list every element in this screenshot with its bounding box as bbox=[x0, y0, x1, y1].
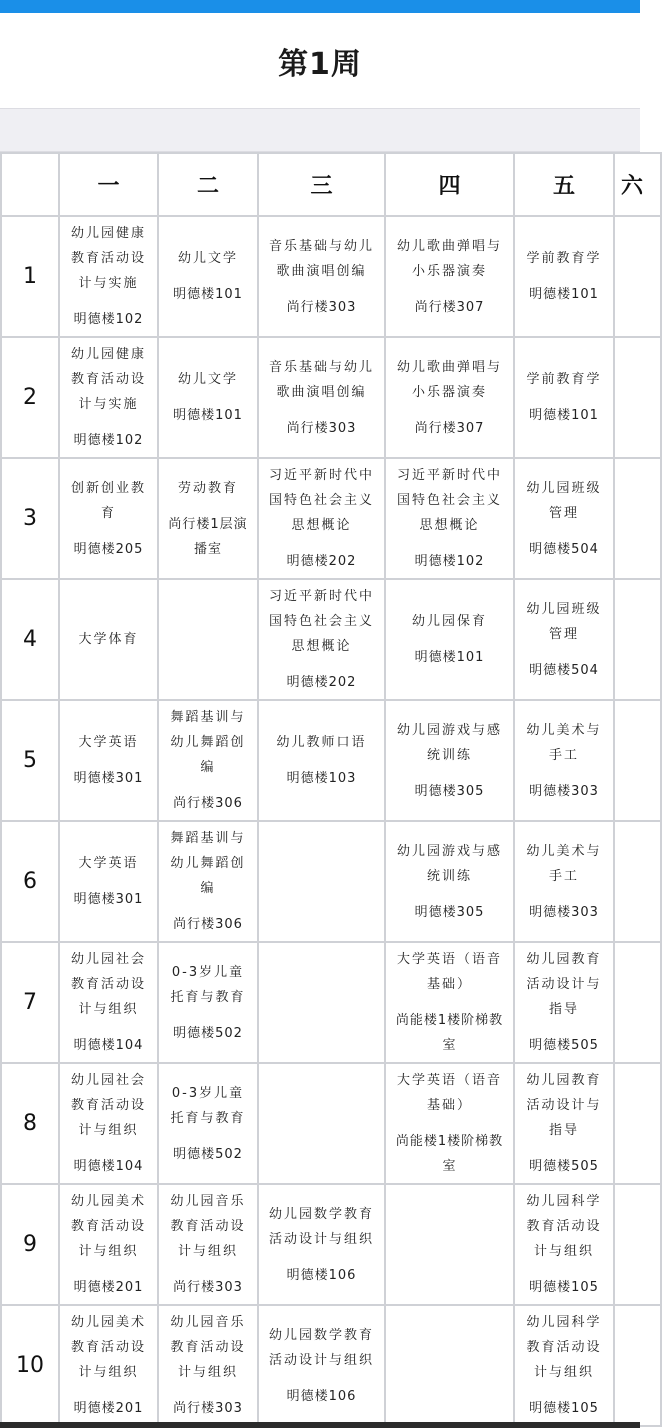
course-cell[interactable] bbox=[158, 700, 258, 821]
course-cell-content bbox=[386, 1185, 513, 1304]
course-name: 大学体育 bbox=[78, 632, 139, 647]
day-header: 五 bbox=[514, 153, 614, 216]
course-name: 0-3岁儿童托育与教育 bbox=[170, 1085, 246, 1126]
course-cell[interactable] bbox=[258, 700, 385, 821]
course-cell-content bbox=[159, 217, 257, 336]
course-name: 幼儿园美术教育活动设计与组织 bbox=[70, 1194, 146, 1259]
course-room: 明德楼305 bbox=[414, 783, 485, 799]
course-cell[interactable] bbox=[614, 821, 661, 942]
course-room: 明德楼106 bbox=[286, 1388, 357, 1404]
course-cell-content bbox=[386, 459, 513, 578]
course-cell-content bbox=[60, 459, 157, 578]
course-cell[interactable] bbox=[258, 216, 385, 337]
course-room: 明德楼105 bbox=[529, 1280, 599, 1295]
course-cell-content bbox=[159, 338, 257, 457]
course-cell-content bbox=[60, 1306, 157, 1425]
course-room: 尚能楼1楼阶梯教室 bbox=[395, 1134, 504, 1174]
course-name: 幼儿园数学教育活动设计与组织 bbox=[268, 1206, 374, 1247]
course-cell[interactable] bbox=[514, 1184, 614, 1305]
course-cell-content bbox=[60, 701, 157, 820]
top-status-bar bbox=[0, 0, 640, 13]
course-cell-content bbox=[386, 943, 513, 1062]
course-cell-content bbox=[386, 580, 513, 699]
course-name: 舞蹈基训与幼儿舞蹈创编 bbox=[170, 831, 246, 896]
course-cell-content bbox=[60, 822, 157, 941]
course-room: 明德楼301 bbox=[73, 892, 144, 907]
course-room: 尚行楼303 bbox=[286, 420, 357, 436]
course-room: 明德楼101 bbox=[173, 408, 243, 423]
timetable bbox=[0, 152, 662, 1427]
course-name: 劳动教育 bbox=[177, 480, 238, 496]
course-room: 明德楼305 bbox=[414, 904, 485, 920]
day-header-row bbox=[1, 153, 661, 216]
course-room: 明德楼301 bbox=[73, 771, 144, 786]
course-cell[interactable] bbox=[514, 216, 614, 337]
course-cell-content bbox=[386, 338, 513, 457]
course-room: 明德楼101 bbox=[414, 650, 485, 665]
course-room: 尚行楼306 bbox=[173, 796, 243, 811]
course-name: 0-3岁儿童托育与教育 bbox=[170, 964, 246, 1005]
period-row bbox=[1, 700, 661, 821]
course-cell-content bbox=[615, 943, 660, 1062]
course-cell-content bbox=[259, 1064, 384, 1183]
course-cell-content bbox=[159, 1306, 257, 1425]
course-cell-content bbox=[60, 580, 157, 699]
course-name: 幼儿园音乐教育活动设计与组织 bbox=[170, 1194, 246, 1259]
course-cell-content bbox=[515, 338, 613, 457]
course-cell[interactable] bbox=[385, 1063, 514, 1184]
course-cell-content bbox=[515, 1306, 613, 1425]
course-cell[interactable] bbox=[614, 579, 661, 700]
course-name: 幼儿园数学教育活动设计与组织 bbox=[268, 1327, 374, 1368]
course-cell-content bbox=[259, 822, 384, 941]
course-cell[interactable] bbox=[258, 1063, 385, 1184]
course-cell[interactable] bbox=[258, 579, 385, 700]
course-cell[interactable] bbox=[514, 700, 614, 821]
course-cell-content bbox=[60, 217, 157, 336]
period-row bbox=[1, 579, 661, 700]
course-name: 幼儿歌曲弹唱与小乐器演奏 bbox=[396, 359, 502, 400]
course-cell[interactable] bbox=[59, 1063, 158, 1184]
period-number: 7 bbox=[1, 942, 59, 1063]
course-name: 学前教育学 bbox=[526, 372, 602, 387]
period-row bbox=[1, 1063, 661, 1184]
course-cell[interactable] bbox=[614, 458, 661, 579]
bottom-bar bbox=[0, 1422, 640, 1428]
course-name: 幼儿园美术教育活动设计与组织 bbox=[70, 1315, 146, 1380]
course-name: 舞蹈基训与幼儿舞蹈创编 bbox=[170, 710, 246, 775]
course-cell-content bbox=[515, 822, 613, 941]
course-cell-content bbox=[615, 1306, 660, 1425]
course-cell[interactable] bbox=[258, 1184, 385, 1305]
course-cell[interactable] bbox=[385, 1184, 514, 1305]
course-cell-content bbox=[259, 943, 384, 1062]
course-cell[interactable] bbox=[385, 821, 514, 942]
corner-cell bbox=[1, 153, 59, 216]
course-room: 明德楼101 bbox=[529, 408, 599, 423]
course-room: 明德楼104 bbox=[73, 1159, 144, 1174]
course-cell-content bbox=[615, 701, 660, 820]
course-cell[interactable] bbox=[385, 216, 514, 337]
course-room: 明德楼106 bbox=[286, 1267, 357, 1283]
course-cell[interactable] bbox=[158, 942, 258, 1063]
course-room: 明德楼202 bbox=[286, 554, 357, 569]
course-name: 幼儿园游戏与感统训练 bbox=[396, 843, 502, 884]
period-row bbox=[1, 458, 661, 579]
course-cell-content bbox=[60, 943, 157, 1062]
course-room: 明德楼504 bbox=[529, 541, 599, 557]
course-cell-content bbox=[259, 217, 384, 336]
course-room: 尚行楼303 bbox=[173, 1401, 243, 1416]
course-cell[interactable] bbox=[385, 337, 514, 458]
course-cell[interactable] bbox=[158, 337, 258, 458]
course-name: 幼儿园教育活动设计与指导 bbox=[526, 952, 602, 1017]
course-room: 明德楼303 bbox=[529, 904, 599, 920]
course-cell[interactable] bbox=[158, 458, 258, 579]
period-number: 5 bbox=[1, 700, 59, 821]
course-cell-content bbox=[259, 580, 384, 699]
course-name: 学前教育学 bbox=[526, 251, 602, 266]
course-cell-content bbox=[386, 217, 513, 336]
course-room: 明德楼205 bbox=[73, 541, 144, 557]
course-cell[interactable] bbox=[514, 579, 614, 700]
course-cell[interactable] bbox=[514, 337, 614, 458]
course-cell[interactable] bbox=[59, 821, 158, 942]
course-cell-content bbox=[159, 943, 257, 1062]
course-cell[interactable] bbox=[158, 1305, 258, 1426]
course-name: 幼儿文学 bbox=[177, 251, 238, 266]
course-cell-content bbox=[515, 580, 613, 699]
course-cell[interactable] bbox=[385, 1305, 514, 1426]
course-name: 幼儿园健康教育活动设计与实施 bbox=[70, 226, 146, 291]
course-room: 明德楼502 bbox=[173, 1025, 243, 1041]
course-cell[interactable] bbox=[614, 1184, 661, 1305]
course-cell[interactable] bbox=[258, 942, 385, 1063]
course-cell[interactable] bbox=[59, 700, 158, 821]
course-cell[interactable] bbox=[514, 1063, 614, 1184]
course-cell[interactable] bbox=[614, 942, 661, 1063]
course-name: 音乐基础与幼儿歌曲演唱创编 bbox=[268, 359, 374, 400]
course-room: 尚行楼303 bbox=[173, 1280, 243, 1295]
course-cell[interactable] bbox=[385, 700, 514, 821]
page-title: 第1周 bbox=[278, 46, 362, 82]
course-cell-content bbox=[386, 1306, 513, 1425]
period-row bbox=[1, 821, 661, 942]
course-cell-content bbox=[259, 459, 384, 578]
period-row bbox=[1, 942, 661, 1063]
course-name: 幼儿文学 bbox=[177, 372, 238, 387]
course-name: 幼儿园班级管理 bbox=[526, 601, 602, 642]
course-cell-content bbox=[259, 1306, 384, 1425]
day-header: 四 bbox=[385, 153, 514, 216]
course-cell[interactable] bbox=[258, 458, 385, 579]
course-name: 习近平新时代中国特色社会主义思想概论 bbox=[268, 468, 374, 533]
course-room: 明德楼101 bbox=[529, 287, 599, 302]
course-room: 尚能楼1楼阶梯教室 bbox=[395, 1013, 504, 1053]
course-name: 习近平新时代中国特色社会主义思想概论 bbox=[396, 468, 502, 533]
course-room: 明德楼201 bbox=[73, 1280, 144, 1295]
course-cell[interactable] bbox=[614, 216, 661, 337]
course-name: 幼儿园社会教育活动设计与组织 bbox=[70, 952, 146, 1017]
course-cell-content bbox=[159, 822, 257, 941]
day-header: 二 bbox=[158, 153, 258, 216]
course-name: 幼儿园班级管理 bbox=[526, 480, 602, 521]
course-cell-content bbox=[60, 1064, 157, 1183]
course-cell[interactable] bbox=[258, 821, 385, 942]
course-cell[interactable] bbox=[614, 1063, 661, 1184]
course-room: 明德楼102 bbox=[73, 433, 144, 448]
course-cell-content bbox=[259, 701, 384, 820]
course-cell[interactable] bbox=[514, 821, 614, 942]
course-name: 幼儿歌曲弹唱与小乐器演奏 bbox=[396, 238, 502, 279]
course-cell-content bbox=[159, 1185, 257, 1304]
course-name: 幼儿园社会教育活动设计与组织 bbox=[70, 1073, 146, 1138]
period-number: 6 bbox=[1, 821, 59, 942]
course-cell[interactable] bbox=[258, 1305, 385, 1426]
course-room: 明德楼505 bbox=[529, 1038, 599, 1053]
course-room: 尚行楼307 bbox=[414, 299, 485, 315]
course-name: 幼儿园科学教育活动设计与组织 bbox=[526, 1315, 602, 1380]
course-cell-content bbox=[159, 580, 257, 699]
course-cell[interactable] bbox=[158, 579, 258, 700]
period-number: 3 bbox=[1, 458, 59, 579]
course-name: 大学英语（语音基础） bbox=[396, 1073, 502, 1113]
period-row bbox=[1, 1305, 661, 1426]
period-number: 10 bbox=[1, 1305, 59, 1426]
course-room: 尚行楼306 bbox=[173, 917, 243, 932]
period-number: 1 bbox=[1, 216, 59, 337]
course-name: 幼儿园科学教育活动设计与组织 bbox=[526, 1194, 602, 1259]
course-name: 大学英语（语音基础） bbox=[396, 952, 502, 992]
period-number: 2 bbox=[1, 337, 59, 458]
course-room: 尚行楼303 bbox=[286, 299, 357, 315]
course-name: 幼儿园游戏与感统训练 bbox=[396, 722, 502, 763]
course-name: 幼儿园音乐教育活动设计与组织 bbox=[170, 1315, 246, 1380]
course-cell-content bbox=[615, 217, 660, 336]
course-cell-content bbox=[386, 822, 513, 941]
course-cell-content bbox=[615, 1185, 660, 1304]
course-room: 明德楼104 bbox=[73, 1038, 144, 1053]
course-cell-content bbox=[615, 822, 660, 941]
course-name: 音乐基础与幼儿歌曲演唱创编 bbox=[268, 238, 374, 279]
course-cell[interactable] bbox=[158, 216, 258, 337]
course-cell[interactable] bbox=[385, 579, 514, 700]
course-cell[interactable] bbox=[59, 337, 158, 458]
course-cell[interactable] bbox=[385, 942, 514, 1063]
course-cell[interactable] bbox=[614, 337, 661, 458]
course-cell-content bbox=[615, 338, 660, 457]
toolbar-strip bbox=[0, 108, 640, 152]
course-cell[interactable] bbox=[514, 1305, 614, 1426]
course-name: 幼儿美术与手工 bbox=[526, 843, 602, 884]
day-header: 三 bbox=[258, 153, 385, 216]
course-cell[interactable] bbox=[158, 1184, 258, 1305]
course-cell-content bbox=[60, 1185, 157, 1304]
course-room: 明德楼505 bbox=[529, 1159, 599, 1174]
course-name: 创新创业教育 bbox=[70, 480, 146, 521]
course-room: 明德楼202 bbox=[286, 675, 357, 690]
course-cell[interactable] bbox=[59, 216, 158, 337]
course-room: 尚行楼307 bbox=[414, 420, 485, 436]
course-cell-content bbox=[159, 1064, 257, 1183]
course-room: 明德楼303 bbox=[529, 783, 599, 799]
period-row bbox=[1, 216, 661, 337]
course-cell[interactable] bbox=[514, 942, 614, 1063]
course-cell[interactable] bbox=[59, 458, 158, 579]
course-cell-content bbox=[615, 580, 660, 699]
course-cell[interactable] bbox=[614, 700, 661, 821]
course-cell-content bbox=[515, 1185, 613, 1304]
course-cell-content bbox=[60, 338, 157, 457]
period-number: 9 bbox=[1, 1184, 59, 1305]
course-room: 尚行楼1层演播室 bbox=[168, 516, 248, 557]
period-row bbox=[1, 337, 661, 458]
course-cell[interactable] bbox=[158, 1063, 258, 1184]
course-cell[interactable] bbox=[59, 579, 158, 700]
course-cell-content bbox=[259, 338, 384, 457]
period-number: 4 bbox=[1, 579, 59, 700]
course-cell-content bbox=[515, 1064, 613, 1183]
course-cell-content bbox=[515, 217, 613, 336]
course-cell[interactable] bbox=[158, 821, 258, 942]
period-row bbox=[1, 1184, 661, 1305]
course-name: 幼儿美术与手工 bbox=[526, 722, 602, 763]
course-cell[interactable] bbox=[59, 1305, 158, 1426]
course-cell-content bbox=[615, 459, 660, 578]
course-cell-content bbox=[159, 701, 257, 820]
day-header: 六 bbox=[614, 153, 661, 216]
course-name: 大学英语 bbox=[78, 735, 139, 750]
course-cell-content bbox=[259, 1185, 384, 1304]
course-room: 明德楼102 bbox=[73, 312, 144, 327]
course-cell[interactable] bbox=[59, 1184, 158, 1305]
course-cell-content bbox=[386, 701, 513, 820]
course-cell[interactable] bbox=[514, 458, 614, 579]
course-room: 明德楼201 bbox=[73, 1401, 144, 1416]
course-room: 明德楼101 bbox=[173, 287, 243, 302]
course-name: 习近平新时代中国特色社会主义思想概论 bbox=[268, 589, 374, 654]
day-header: 一 bbox=[59, 153, 158, 216]
course-room: 明德楼103 bbox=[286, 771, 357, 786]
period-number: 8 bbox=[1, 1063, 59, 1184]
course-room: 明德楼504 bbox=[529, 662, 599, 678]
course-name: 大学英语 bbox=[78, 856, 139, 871]
course-cell-content bbox=[159, 459, 257, 578]
course-name: 幼儿园保育 bbox=[411, 614, 487, 629]
timetable-grid bbox=[0, 152, 644, 1422]
course-name: 幼儿园健康教育活动设计与实施 bbox=[70, 347, 146, 412]
course-cell[interactable] bbox=[614, 1305, 661, 1426]
course-cell-content bbox=[615, 1064, 660, 1183]
course-cell[interactable] bbox=[258, 337, 385, 458]
course-cell[interactable] bbox=[385, 458, 514, 579]
course-cell[interactable] bbox=[59, 942, 158, 1063]
course-name: 幼儿教师口语 bbox=[276, 735, 367, 750]
course-room: 明德楼105 bbox=[529, 1401, 599, 1416]
course-cell-content bbox=[515, 459, 613, 578]
course-room: 明德楼102 bbox=[414, 554, 485, 569]
course-name: 幼儿园教育活动设计与指导 bbox=[526, 1073, 602, 1138]
course-cell-content bbox=[515, 943, 613, 1062]
course-cell-content bbox=[386, 1064, 513, 1183]
course-cell-content bbox=[515, 701, 613, 820]
course-room: 明德楼502 bbox=[173, 1146, 243, 1162]
